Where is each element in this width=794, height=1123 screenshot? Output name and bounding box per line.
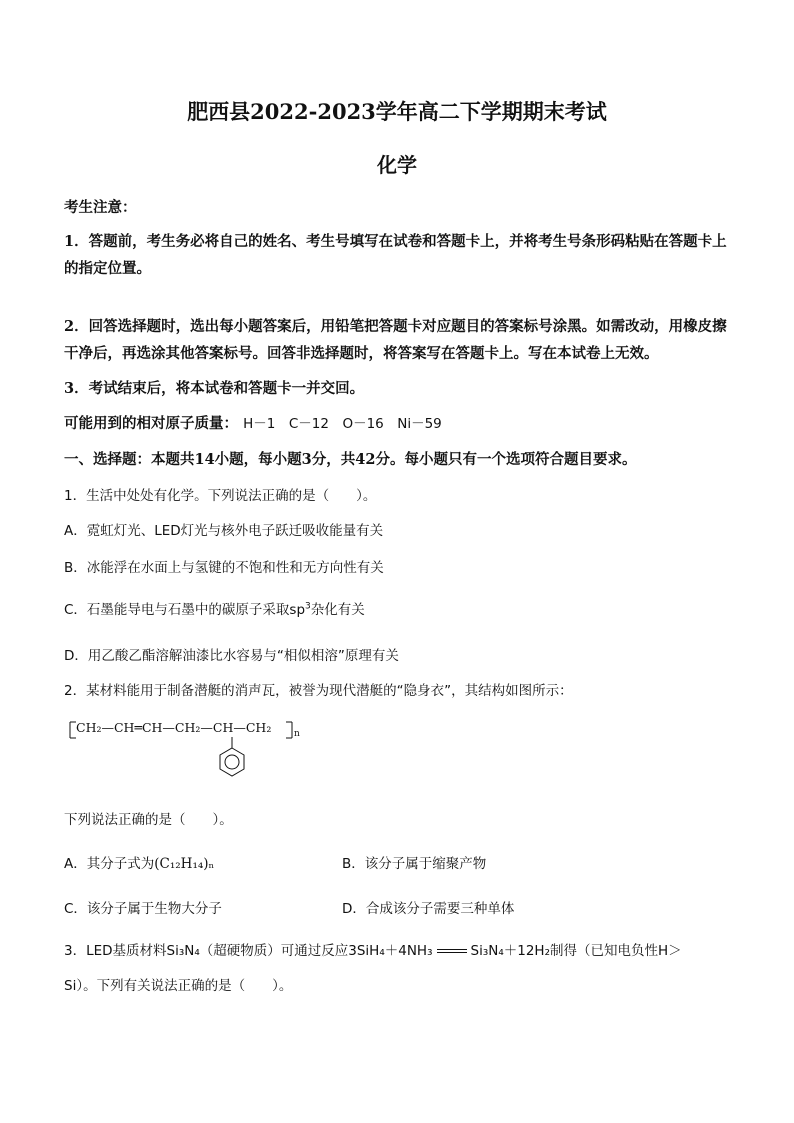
polymer-structure-diagram xyxy=(66,720,306,788)
notice-item-2: 2．回答选择题时，选出每小题答案后，用铅笔把答题卡对应题目的答案标号涂黑。如需改动，用橡皮擦干净后，再选涂其他答案标号。回答非选择题时，将答案写在答题卡上。写在本试卷上无效。 xyxy=(64,318,727,362)
q2-option-c: C．该分子属于生物大分子 xyxy=(64,901,222,917)
q2-ask: 下列说法正确的是（ ）。 xyxy=(64,812,233,828)
section-1-heading: 一、选择题：本题共14小题，每小题3分，共42分。每小题只有一个选项符合题目要求。 xyxy=(64,451,637,468)
q1-option-d: D．用乙酸乙酯溶解油漆比水容易与“相似相溶”原理有关 xyxy=(64,648,399,664)
q3-line-1b: Si₃N₄＋12H₂制得（已知电负性H＞ xyxy=(470,943,682,959)
equals-sign xyxy=(437,949,467,953)
q3-line-1 xyxy=(64,939,682,959)
polymer-subscript-n: n xyxy=(294,729,300,739)
q2-option-d: D．合成该分子需要三种单体 xyxy=(342,901,515,917)
q1-option-b: B．冰能浮在水面上与氢键的不饱和性和无方向性有关 xyxy=(64,560,384,576)
atomic-mass-label: 可能用到的相对原子质量： xyxy=(64,415,238,432)
q1-option-c-text: C．石墨能导电与石墨中的碳原子采取sp xyxy=(64,602,306,618)
q2-option-a-text: A．其分子式为 xyxy=(64,856,155,872)
notice-heading: 考生注意： xyxy=(64,199,137,216)
q1-option-c xyxy=(64,598,365,618)
q2-stem: 2．某材料能用于制备潜艇的消声瓦，被誉为现代潜艇的“隐身衣”，其结构如图所示： xyxy=(64,683,573,699)
q1-option-c-sup: 3 xyxy=(305,601,311,612)
polymer-formula: CH₂—CH═CH—CH₂—CH—CH₂ xyxy=(76,720,272,735)
exam-title: 肥西县2022-2023学年高二下学期期末考试 xyxy=(187,99,607,124)
q2-option-b: B．该分子属于缩聚产物 xyxy=(342,856,487,872)
q2-option-a xyxy=(64,852,214,872)
notice-item-3: 3．考试结束后，将本试卷和答题卡一并交回。 xyxy=(64,380,365,397)
q3-line-1a: 3．LED基质材料Si₃N₄（超硬物质）可通过反应3SiH₄＋4NH₃ xyxy=(64,943,433,959)
q1-option-c-tail: 杂化有关 xyxy=(310,602,365,618)
atomic-mass-line xyxy=(64,412,442,433)
q1-option-a: A．霓虹灯光、LED灯光与核外电子跃迁吸收能量有关 xyxy=(64,523,384,539)
q2-option-a-formula: (C₁₂H₁₄)ₙ xyxy=(154,856,215,872)
notice-item-1: 1．答题前，考生务必将自己的姓名、考生号填写在试卷和答题卡上，并将考生号条形码粘贴在答题卡上的指定位置。 xyxy=(64,233,727,277)
q3-line-2: Si）。下列有关说法正确的是（ ）。 xyxy=(64,978,293,994)
q1-stem: 1．生活中处处有化学。下列说法正确的是（ ）。 xyxy=(64,488,377,504)
atomic-mass-values: H－1 C－12 O－16 Ni－59 xyxy=(243,416,442,432)
exam-subject: 化学 xyxy=(377,153,417,177)
